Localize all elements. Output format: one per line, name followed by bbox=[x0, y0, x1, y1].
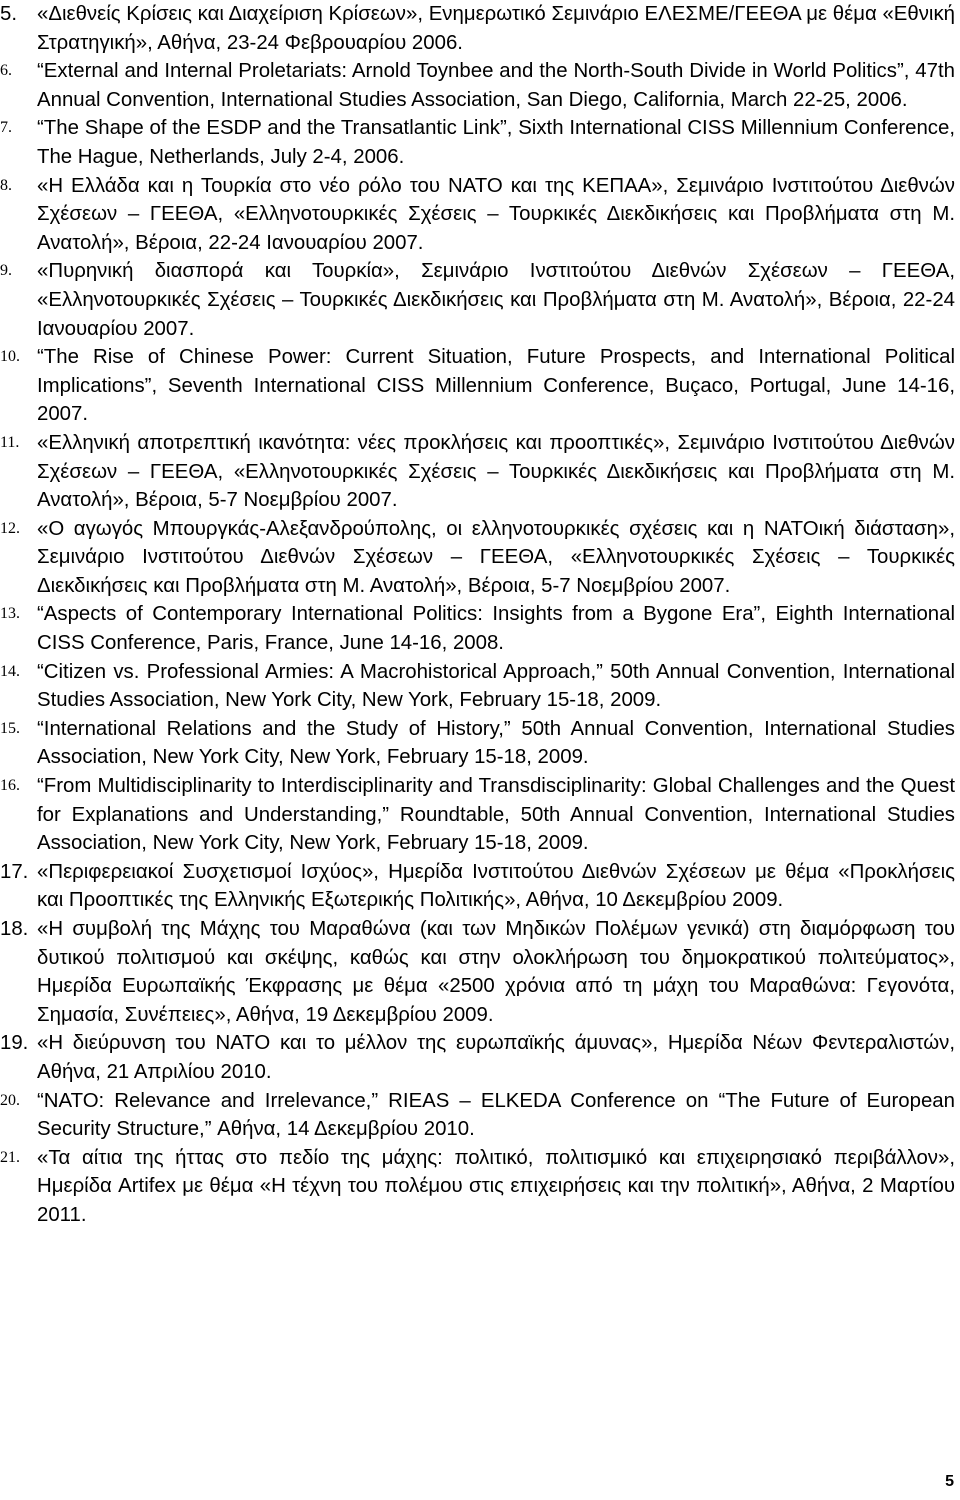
item-number: 15. bbox=[0, 719, 20, 737]
page-number: 5 bbox=[945, 1473, 954, 1490]
list-item bbox=[0, 858, 955, 915]
list-item bbox=[0, 429, 955, 515]
item-number: 7. bbox=[0, 119, 12, 137]
item-number: 11. bbox=[0, 433, 20, 451]
item-text: “From Multidisciplinarity to Interdisciplinarity and Transdisciplinarity: Global Challenges and the Quest for Explanations and Understanding,” Roundtable, 50th Annual Convention, International Studies Association, New York City, New York, February 15-18, 2009. bbox=[37, 775, 955, 855]
list-item bbox=[0, 515, 955, 601]
item-text: «Η Ελλάδα και η Τουρκία στο νέο ρόλο του ΝΑΤΟ και της ΚΕΠΑΑ», Σεμινάριο Ινστιτούτου Διεθνών Σχέσεων – ΓΕΕΘΑ, «Ελληνοτουρκικές Σχέσεις – Τουρκικές Διεκδικήσεις και Προβλήματα στη Μ. Ανατολή», Βέροια, 22-24 Ιανουαρίου 2007. bbox=[37, 174, 955, 254]
item-text: «Η διεύρυνση του ΝΑΤΟ και το μέλλον της ευρωπαϊκής άμυνας», Ημερίδα Νέων Φεντεραλιστών, Αθήνα, 21 Απριλίου 2010. bbox=[37, 1032, 955, 1083]
item-text: «Πυρηνική διασπορά και Τουρκία», Σεμινάριο Ινστιτούτου Διεθνών Σχέσεων – ΓΕΕΘΑ, «Ελληνοτουρκικές Σχέσεις – Τουρκικές Διεκδικήσεις και Προβλήματα στη Μ. Ανατολή», Βέροια, 22-24 Ιανουαρίου 2007. bbox=[37, 260, 955, 340]
item-number: 20. bbox=[0, 1091, 20, 1109]
item-number: 12. bbox=[0, 519, 20, 537]
item-text: “The Rise of Chinese Power: Current Situation, Future Prospects, and International Political Implications”, Seventh International CISS Millennium Conference, Buçaco, Portugal, June 14-16, 2007. bbox=[37, 346, 955, 426]
list-item bbox=[0, 343, 955, 429]
list-item bbox=[0, 1087, 955, 1144]
item-number: 5. bbox=[0, 3, 18, 25]
list-item bbox=[0, 1144, 955, 1230]
list-item bbox=[0, 257, 955, 343]
item-text: «Ελληνική αποτρεπτική ικανότητα: νέες προκλήσεις και προοπτικές», Σεμινάριο Ινστιτούτου Διεθνών Σχέσεων – ΓΕΕΘΑ, «Ελληνοτουρκικές Σχέσεις – Τουρκικές Διεκδικήσεις και Προβλήματα στη Μ. Ανατολή», Βέροια, 5-7 Νοεμβρίου 2007. bbox=[37, 431, 955, 512]
item-text: “NATO: Relevance and Irrelevance,” RIEAS – ELKEDA Conference on “The Future of European Security Structure,” Αθήνα, 14 Δεκεμβρίου 2010. bbox=[37, 1089, 955, 1141]
list-item bbox=[0, 114, 955, 171]
item-text: «Τα αίτια της ήττας στο πεδίο της μάχης: πολιτικό, πολιτισμικό και επιχειρησιακό περιβάλλον», Ημερίδα Artifex με θέμα «Η τέχνη του πολέμου στις επιχειρήσεις και την πολιτική», Αθήνα, 2 Μαρτίου 2011. bbox=[37, 1146, 955, 1226]
item-number: 18. bbox=[0, 918, 29, 940]
item-number: 19. bbox=[0, 1032, 29, 1055]
list-item bbox=[0, 1029, 955, 1086]
item-text: “Citizen vs. Professional Armies: A Macrohistorical Approach,” 50th Annual Convention, International Studies Association, New York City, New York, February 15-18, 2009. bbox=[37, 660, 955, 712]
list-item bbox=[0, 0, 955, 57]
list-item bbox=[0, 715, 955, 772]
list-item bbox=[0, 772, 955, 858]
list-item bbox=[0, 658, 955, 715]
item-number: 13. bbox=[0, 605, 20, 623]
item-text: «Περιφερειακοί Συσχετισμοί Ισχύος», Ημερίδα Ινστιτούτου Διεθνών Σχέσεων με θέμα «Προκλήσεις και Προοπτικές της Ελληνικής Εξωτερικής Πολιτικής», Αθήνα, 10 Δεκεμβρίου 2009. bbox=[37, 860, 955, 912]
item-text: “Aspects of Contemporary International Politics: Insights from a Bygone Era”, Eighth International CISS Conference, Paris, France, June 14-16, 2008. bbox=[37, 603, 955, 655]
item-text: “International Relations and the Study of History,” 50th Annual Convention, International Studies Association, New York City, New York, February 15-18, 2009. bbox=[37, 717, 955, 769]
item-number: 14. bbox=[0, 662, 20, 680]
item-number: 9. bbox=[0, 262, 12, 280]
item-text: «Η συμβολή της Μάχης του Μαραθώνα (και των Μηδικών Πολέμων γενικά) στη διαμόρφωση του δυτικού πολιτισμού και σκέψης, καθώς και στην ολοκλήρωση του δημοκρατικού πολιτεύματος», Ημερίδα Ευρωπαϊκής Έκφρασης με θέμα «2500 χρόνια από τη μάχη του Μαραθώνα: Γεγονότα, Σημασία, Συνέπειες», Αθήνα, 19 Δεκεμβρίου 2009. bbox=[37, 918, 955, 1026]
item-text: «Διεθνείς Κρίσεις και Διαχείριση Κρίσεων», Ενημερωτικό Σεμινάριο ΕΛΕΣΜΕ/ΓΕΕΘΑ με θέμα «Εθνική Στρατηγική», Αθήνα, 23-24 Φεβρουαρίου 2006. bbox=[37, 3, 955, 54]
item-number: 16. bbox=[0, 777, 20, 795]
item-text: “External and Internal Proletariats: Arnold Toynbee and the North-South Divide in World Politics”, 47th Annual Convention, International Studies Association, San Diego, California, March 22-25, 2006. bbox=[37, 60, 955, 111]
item-text: “The Shape of the ESDP and the Transatlantic Link”, Sixth International CISS Millennium Conference, The Hague, Netherlands, July 2-4, 2006. bbox=[37, 117, 955, 168]
item-text: «Ο αγωγός Μπουργκάς-Αλεξανδρούπολης, οι ελληνοτουρκικές σχέσεις και η ΝΑΤΟική διάσταση», Σεμινάριο Ινστιτούτου Διεθνών Σχέσεων – ΓΕΕΘΑ, «Ελληνοτουρκικές Σχέσεις – Τουρκικές Διεκδικήσεις και Προβλήματα στη Μ. Ανατολή», Βέροια, 5-7 Νοεμβρίου 2007. bbox=[37, 517, 955, 597]
list-item bbox=[0, 600, 955, 657]
list-item bbox=[0, 172, 955, 258]
item-number: 8. bbox=[0, 176, 12, 194]
item-number: 6. bbox=[0, 62, 12, 80]
item-number: 21. bbox=[0, 1148, 20, 1166]
item-number: 17. bbox=[0, 860, 29, 883]
list-item bbox=[0, 915, 955, 1029]
item-number: 10. bbox=[0, 348, 20, 366]
list-item bbox=[0, 57, 955, 114]
